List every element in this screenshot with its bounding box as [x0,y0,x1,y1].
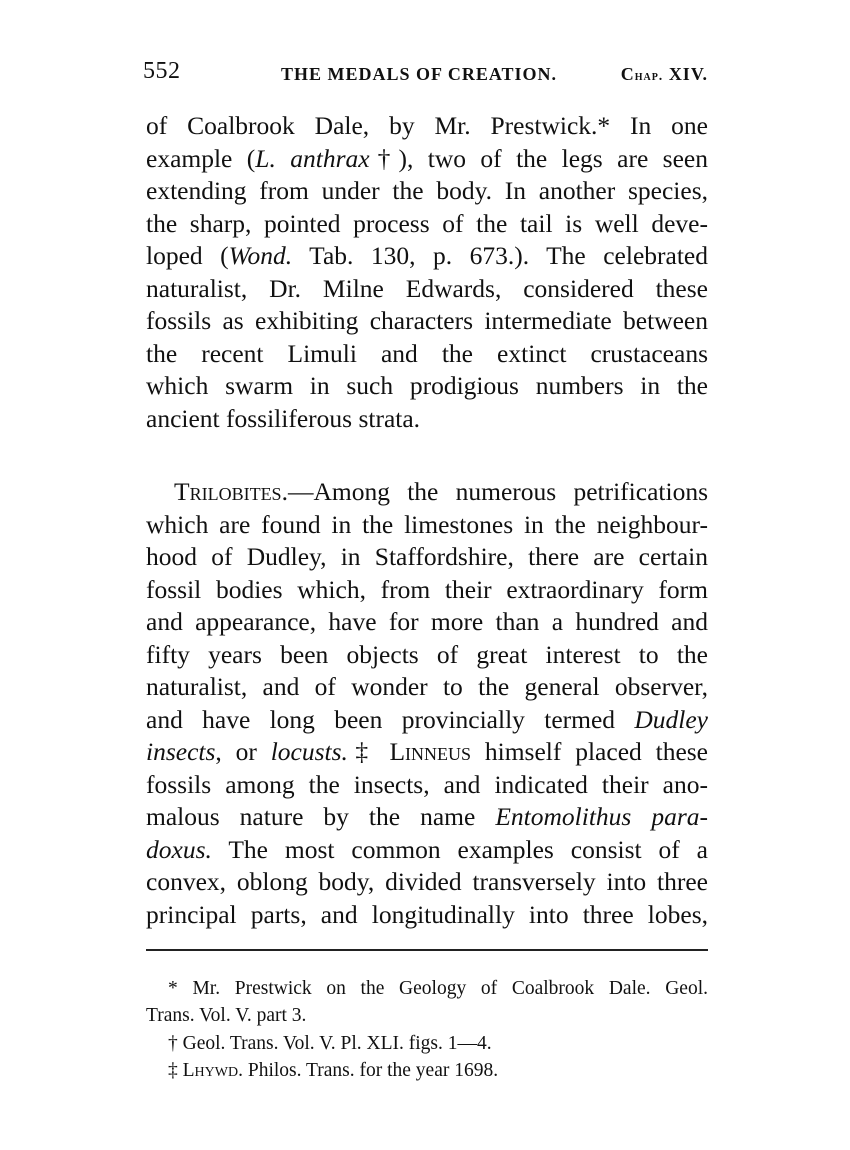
text-line: extending from under the body. In another species, [146,176,708,205]
footnote-line: † Geol. Trans. Vol. V. Pl. XLI. figs. 1—4. [168,1033,492,1054]
footnote-line: Trans. Vol. V. part 3. [146,1005,307,1026]
text-line: ancient fossiliferous strata. [146,403,421,433]
text-line: which swarm in such prodigious numbers in the [146,371,708,400]
text-line: and have long been provincially termed Dudley [146,704,708,734]
text-line: naturalist, Dr. Milne Edwards, considered these [146,273,708,303]
text-line: fifty years been objects of great interest to the [146,639,708,669]
text-line: of Coalbrook Dale, by Mr. Prestwick.* In one [146,111,708,140]
text-line: principal parts, and longitudinally into three lobes, [146,899,708,929]
running-header [143,58,708,92]
footnote-1 [146,975,708,1029]
text-line: convex, oblong body, divided transversely into three [146,867,708,896]
section-heading: Trilobites. [174,477,288,506]
text-line: naturalist, and of wonder to the general observer, [146,672,708,701]
footnote-line: * Mr. Prestwick on the Geology of Coalbrook Dale. Geol. [168,978,708,999]
text-line: and appearance, have for more than a hundred and [146,607,708,636]
text-line: Trilobites.—Among the numerous petrifications [174,477,708,506]
running-title: THE MEDALS OF CREATION. [281,64,558,84]
footnote-3 [146,1057,708,1084]
footnote-2 [146,1030,708,1057]
text-line: fossils as exhibiting characters intermediate between [146,306,708,335]
text-line: fossil bodies which, from their extraordinary form [146,574,708,604]
text-line: fossils among the insects, and indicated their ano- [146,769,708,799]
text-line: doxus. The most common examples consist of a [146,834,708,864]
text-line: the sharp, pointed process of the tail is well deve- [146,208,708,238]
text-line: example (L. anthrax†), two of the legs are seen [146,143,708,173]
text-line: loped (Wond. Tab. 130, p. 673.). The celebrated [146,241,708,270]
text-line: hood of Dudley, in Staffordshire, there are certain [146,542,708,571]
footnote-divider [146,949,708,951]
paragraph-limuli [146,110,708,435]
text-line: the recent Limuli and the extinct crustaceans [146,338,708,368]
text-line: malous nature by the name Entomolithus para- [146,802,709,831]
page-number: 552 [143,58,181,84]
text-line: insects, or locusts.‡ Linneus himself placed these [146,737,708,766]
text-line: which are found in the limestones in the neighbour- [146,509,708,539]
paragraph-trilobites [146,476,708,931]
footnote-line: ‡ Lhywd. Philos. Trans. for the year 1698. [168,1060,499,1081]
chapter-label: Chap. XIV. [620,64,708,84]
